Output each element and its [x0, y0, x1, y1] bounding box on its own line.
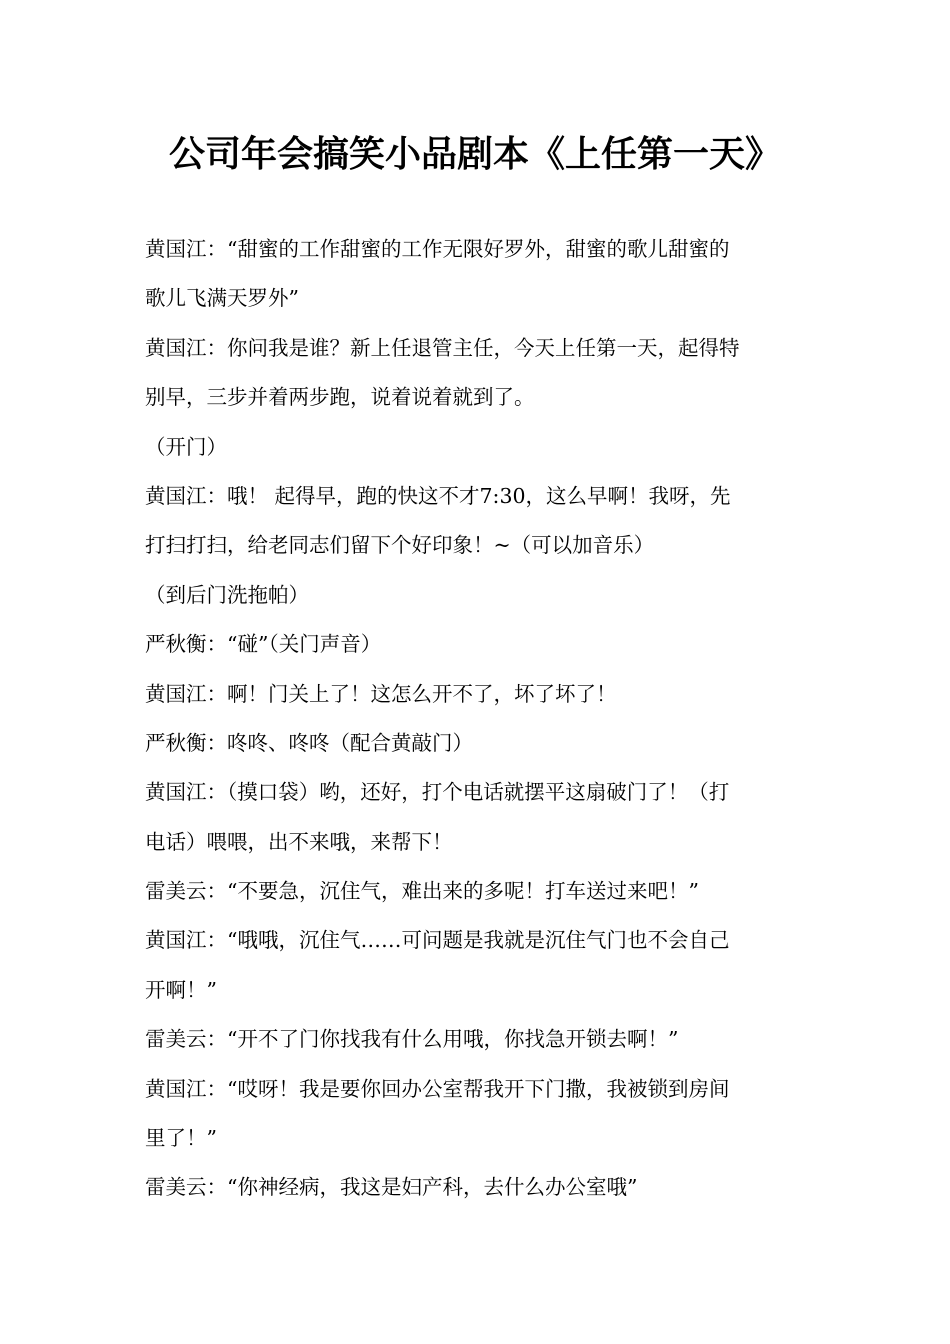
- script-line: 打扫打扫，给老同志们留下个好印象！~（可以加音乐）: [145, 533, 655, 558]
- script-line: 开啊！”: [145, 977, 217, 1002]
- document-title: 公司年会搞笑小品剧本《上任第一天》: [168, 133, 781, 175]
- script-line: 雷美云：“你神经病，我这是妇产科，去什么办公室哦”: [145, 1175, 638, 1200]
- script-line: 歌儿飞满天罗外”: [145, 286, 299, 311]
- script-line: 黄国江：“甜蜜的工作甜蜜的工作无限好罗外，甜蜜的歌儿甜蜜的: [145, 237, 730, 261]
- script-line: 电话）喂喂，出不来哦，来帮下！: [145, 829, 453, 854]
- script-line: 黄国江：“哎呀！我是要你回办公室帮我开下门撒，我被锁到房间: [145, 1076, 730, 1101]
- script-line: 黄国江：你问我是谁？新上任退管主任，今天上任第一天，起得特: [145, 335, 740, 360]
- script-line: 别早，三步并着两步跑，说着说着就到了。: [145, 385, 535, 410]
- script-line: 黄国江：（摸口袋）哟，还好，打个电话就摆平这扇破门了！（打: [145, 780, 730, 805]
- script-line: 黄国江：“哦哦，沉住气……可问题是我就是沉住气门也不会自己: [145, 928, 730, 953]
- script-line: 雷美云：“不要急，沉住气，难出来的多呢！打车送过来吧！”: [145, 879, 699, 904]
- script-line: 黄国江：啊！门关上了！这怎么开不了，坏了坏了！: [145, 681, 617, 706]
- script-body: [145, 225, 800, 1213]
- script-line: 雷美云：“开不了门你找我有什么用哦，你找急开锁去啊！”: [145, 1027, 679, 1052]
- stage-direction: （到后门洗拖帕）: [145, 582, 309, 607]
- stage-direction: （开门）: [145, 434, 227, 459]
- script-line: 里了！”: [145, 1126, 217, 1151]
- script-line: 严秋衡：“碰”（关门声音）: [145, 632, 382, 657]
- script-line: 严秋衡：咚咚、咚咚（配合黄敲门）: [145, 730, 473, 755]
- script-line: 黄国江：哦！ 起得早，跑的快这不才7:30，这么早啊！我呀，先: [145, 483, 731, 508]
